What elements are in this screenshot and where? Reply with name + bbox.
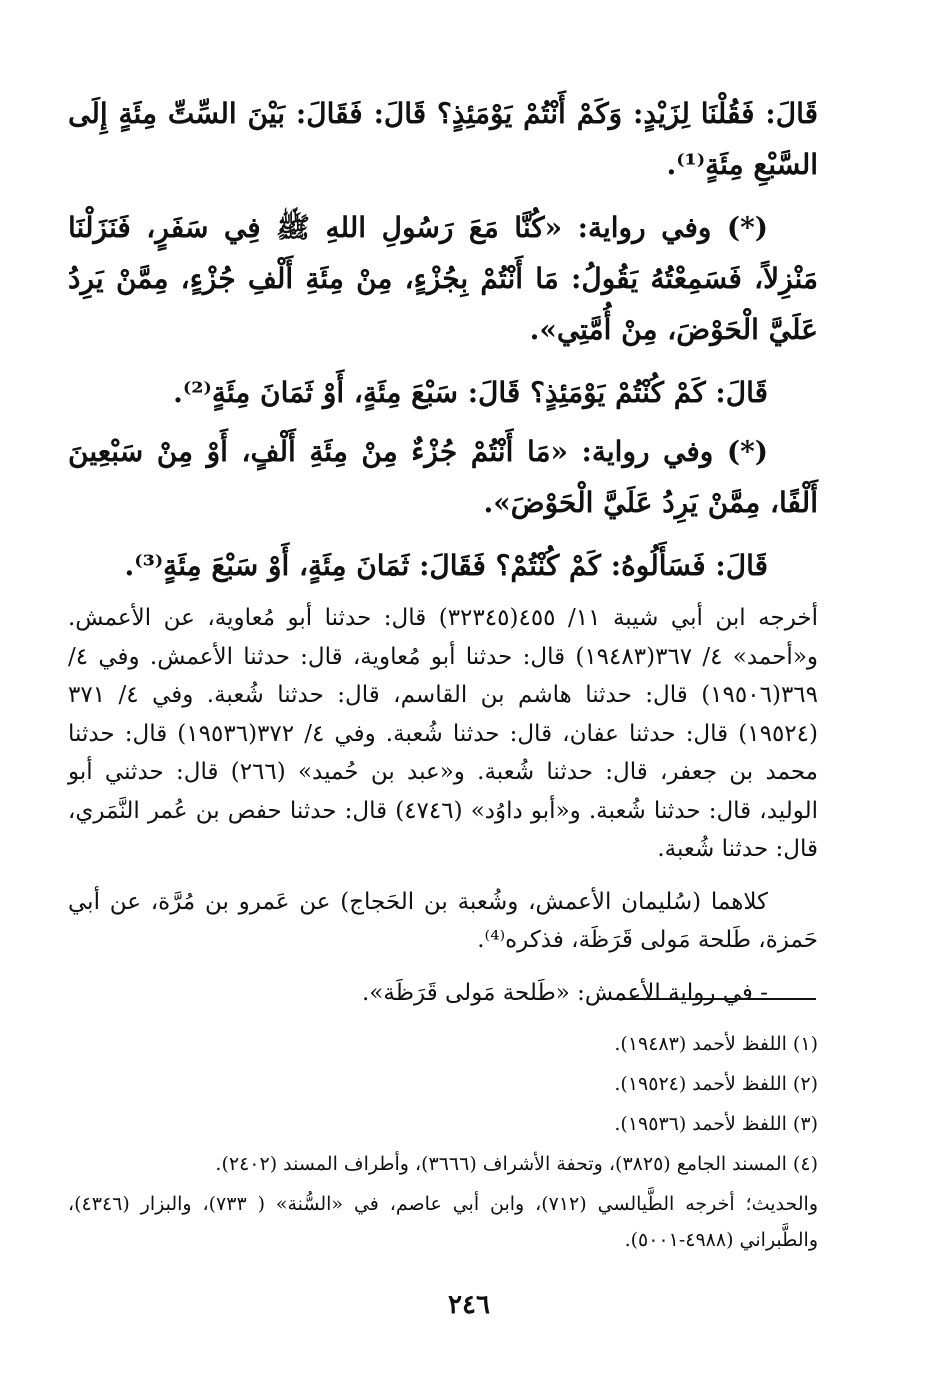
footnote-2: (٢) اللفظ لأحمد (١٩٥٢٤). xyxy=(614,1073,818,1095)
page-body xyxy=(68,88,818,1026)
page-number: ٢٤٦ xyxy=(448,1290,490,1320)
hadith-paragraph-5: قَالَ: فَسَأَلُوهُ: كَمْ كُنْتُمْ؟ فَقَالَ: ثَمَانَ مِئَةٍ، أَوْ سَبْعَ مِئَةٍ⁽³⁾. xyxy=(124,549,768,582)
isnad-paragraph: كلاهما (سُليمان الأعمش، وشُعبة بن الحَجاج) عن عَمرو بن مُرَّة، عن أبي حَمزة، طَلحة مَولى قَرَظَة، فذكره⁽⁴⁾. xyxy=(68,888,818,953)
narration-note: - في رواية الأعمش: «طَلحة مَولى قَرَظَة». xyxy=(362,979,768,1006)
hadith-paragraph-4: (*) وفي رواية: «مَا أَنْتُمْ جُزْءٌ مِنْ مِئَةِ أَلْفٍ، أَوْ مِنْ سَبْعِينَ أَلْفًا، مِمَّنْ يَرِدُ عَلَيَّ الْحَوْضَ». xyxy=(68,435,818,519)
takhrij-paragraph: أخرجه ابن أبي شيبة ١١/ ٤٥٥(٣٢٣٤٥) قال: حدثنا أبو مُعاوية، عن الأعمش. و«أحمد» ٤/ ٣٦٧(١٩٤٨٣) قال: حدثنا أبو مُعاوية، قال: حدثنا الأعمش. وفي ٤/ ٣٦٩(١٩٥٠٦) قال: حدثنا هاشم بن القاسم، قال: حدثنا شُعبة. وفي ٤/ ٣٧١ (١٩٥٢٤) قال: حدثنا عفان، قال: حدثنا شُعبة. وفي ٤/ ٣٧٢(١٩٥٣٦) قال: حدثنا محمد بن جعفر، قال: حدثنا شُعبة. و«عبد بن حُميد» (٢٦٦) قال: حدثني أبو الوليد، قال: حدثنا شُعبة. و«أبو داوُد» (٤٧٤٦) قال: حدثنا حفص بن عُمر النَّمَري، قال: حدثنا شُعبة. xyxy=(68,605,818,862)
hadith-text xyxy=(68,88,818,591)
footnote-3: (٣) اللفظ لأحمد (١٩٥٣٦). xyxy=(614,1113,818,1135)
hadith-paragraph-1: قَالَ: فَقُلْنَا لِزَيْدٍ: وَكَمْ أَنْتُمْ يَوْمَئِذٍ؟ قَالَ: فَقَالَ: بَيْنَ السِّتِّ مِئَةٍ إِلَى السَّبْعِ مِئَةٍ⁽¹⁾. xyxy=(68,97,818,181)
footnote-4: (٤) المسند الجامع (٣٨٢٥)، وتحفة الأشراف (٣٦٦٦)، وأطراف المسند (٢٤٠٢). xyxy=(215,1153,818,1175)
hadith-paragraph-3: قَالَ: كَمْ كُنْتُمْ يَوْمَئِذٍ؟ قَالَ: سَبْعَ مِئَةٍ، أَوْ ثَمَانَ مِئَةٍ⁽²⁾. xyxy=(173,376,768,409)
hadith-paragraph-2: (*) وفي رواية: «كُنَّا مَعَ رَسُولِ اللهِ ﷺ فِي سَفَرٍ، فَنَزَلْنَا مَنْزِلاً، فَسَمِعْتُهُ يَقُولُ: مَا أَنْتُمْ بِجُزْءٍ، مِنْ مِئَةِ أَلْفِ جُزْءٍ، مِمَّنْ يَرِدُ عَلَيَّ الْحَوْضَ، مِنْ أُمَّتِي». xyxy=(68,211,818,346)
footnote-divider xyxy=(620,998,816,1000)
takhrij-section xyxy=(68,599,818,1012)
footnote-1: (١) اللفظ لأحمد (١٩٤٨٣). xyxy=(614,1033,818,1055)
footnote-4-continuation: والحديث؛ أخرجه الطَّيالسي (٧١٢)، وابن أبي عاصم، في «السُّنة» ( ٧٣٣)، والبزار (٤٣٤٦)، والطَّبراني (٤٩٨٨-٥٠٠١). xyxy=(68,1193,819,1251)
footnotes xyxy=(68,1024,818,1258)
